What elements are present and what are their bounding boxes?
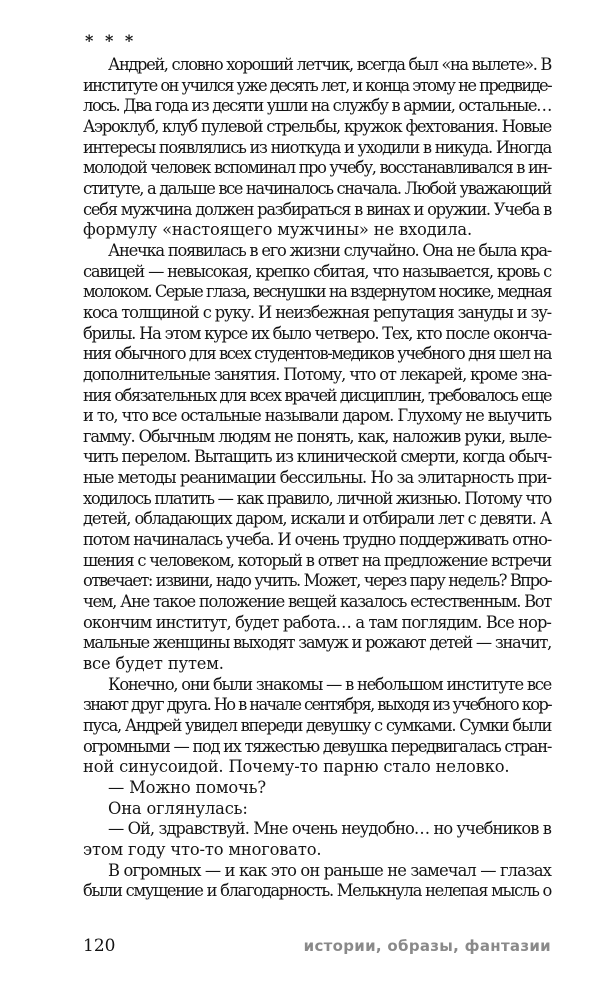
text-line: ния обычного для всех студентов-медиков учебного дня шел на [83,344,551,364]
paragraph [83,241,551,675]
section-separator: * * * [85,31,137,50]
text-line: чем, Ане такое положение вещей казалось естественным. Вот [83,592,551,612]
text-line: ные методы реанимации бессильны. Но за элитарность при- [83,468,551,488]
text-line: В огромных — и как это он раньше не замечал — глазах [108,860,551,880]
text-line: и то, что все остальные называли даром. Глухому не выучить [83,406,551,426]
text-line: ституте, а дальше все начиналось сначала. Любой уважающий [83,178,551,198]
text-line: — Ой, здравствуй. Мне очень неудобно… но учебников в [108,819,551,839]
text-line: ной синусоидой. Почему-то парню стало неловко. [83,757,510,777]
page-footer [83,936,551,960]
text-line: чить перелом. Вытащить из клинической смерти, когда обыч- [83,447,551,467]
text-line: ния обязательных для всех врачей дисциплин, требовалось еще [83,385,551,405]
text-line: все будет путем. [83,654,224,674]
text-line: Она оглянулась: [108,798,248,818]
paragraph [83,799,551,820]
text-line: мальные женщины выходят замуж и рожают детей — значит, [83,633,551,653]
text-line: гамму. Обычным людям не понять, как, наложив руки, выле- [83,426,551,446]
text-line: брилы. На этом курсе их было четверо. Тех, кто после оконча- [83,323,551,343]
paragraph [83,861,551,902]
text-line: ходилось платить — как правило, личной жизнью. Потому что [83,488,551,508]
text-line: были смущение и благодарность. Мелькнула нелепая мысль о [83,881,551,901]
text-line: отвечает: извини, надо учить. Может, через пару недель? Впро- [83,571,551,591]
text-line: коса толщиной с руку. И неизбежная репутация зануды и зу- [83,302,551,322]
paragraph [83,819,551,860]
text-line: этом году что-то многовато. [83,839,322,859]
page-number: 120 [83,936,116,956]
text-line: огромными — под их тяжестью девушка передвигалась стран- [83,736,551,756]
text-line: савицей — невысокая, крепко сбитая, что называется, кровь с [83,261,551,281]
text-line: потом начиналась учеба. И очень трудно поддерживать отно- [83,530,551,550]
text-line: институте он учился уже десять лет, и конца этому не предвиде- [83,75,551,95]
text-line: молодой человек вспоминал про учебу, восстанавливался в ин- [83,158,551,178]
text-line: — Можно помочь? [108,777,266,797]
text-line: шения с человеком, который в ответ на предложение встречи [83,550,551,570]
running-title: истории, образы, фантазии [303,937,551,955]
text-line: пуса, Андрей увидел впереди девушку с сумками. Сумки были [83,716,551,735]
text-line: дополнительные занятия. Потому, что от лекарей, кроме зна- [83,364,551,384]
paragraph [83,778,551,799]
text-line: Конечно, они были знакомы — в небольшом институте все [108,674,551,694]
paragraph [83,675,551,778]
text-line: знают друг друга. Но в начале сентября, выходя из учебного кор- [83,695,551,715]
text-line: интересы появлялись из ниоткуда и уходили в никуда. Иногда [83,137,551,157]
body-text [83,31,551,902]
text-line: Анечка появилась в его жизни случайно. Она не была кра- [108,240,551,260]
text-line: себя мужчина должен разбираться в винах и оружии. Учеба в [83,199,551,219]
text-line: лось. Два года из десяти ушли на службу в армии, остальные… [83,96,551,116]
text-line: формулу «настоящего мужчины» не входила. [83,220,473,240]
text-line: молоком. Серые глаза, веснушки на вздернутом носике, медная [83,282,551,302]
text-line: Андрей, словно хороший летчик, всегда был «на вылете». В [108,55,551,74]
text-line: окончим институт, будет работа… а там поглядим. Все нор- [83,612,551,632]
paragraph [83,55,551,241]
text-line: Аэроклуб, клуб пулевой стрельбы, кружок фехтования. Новые [83,116,551,136]
text-line: детей, обладающих даром, искали и отбирали лет с девяти. А [83,509,551,529]
